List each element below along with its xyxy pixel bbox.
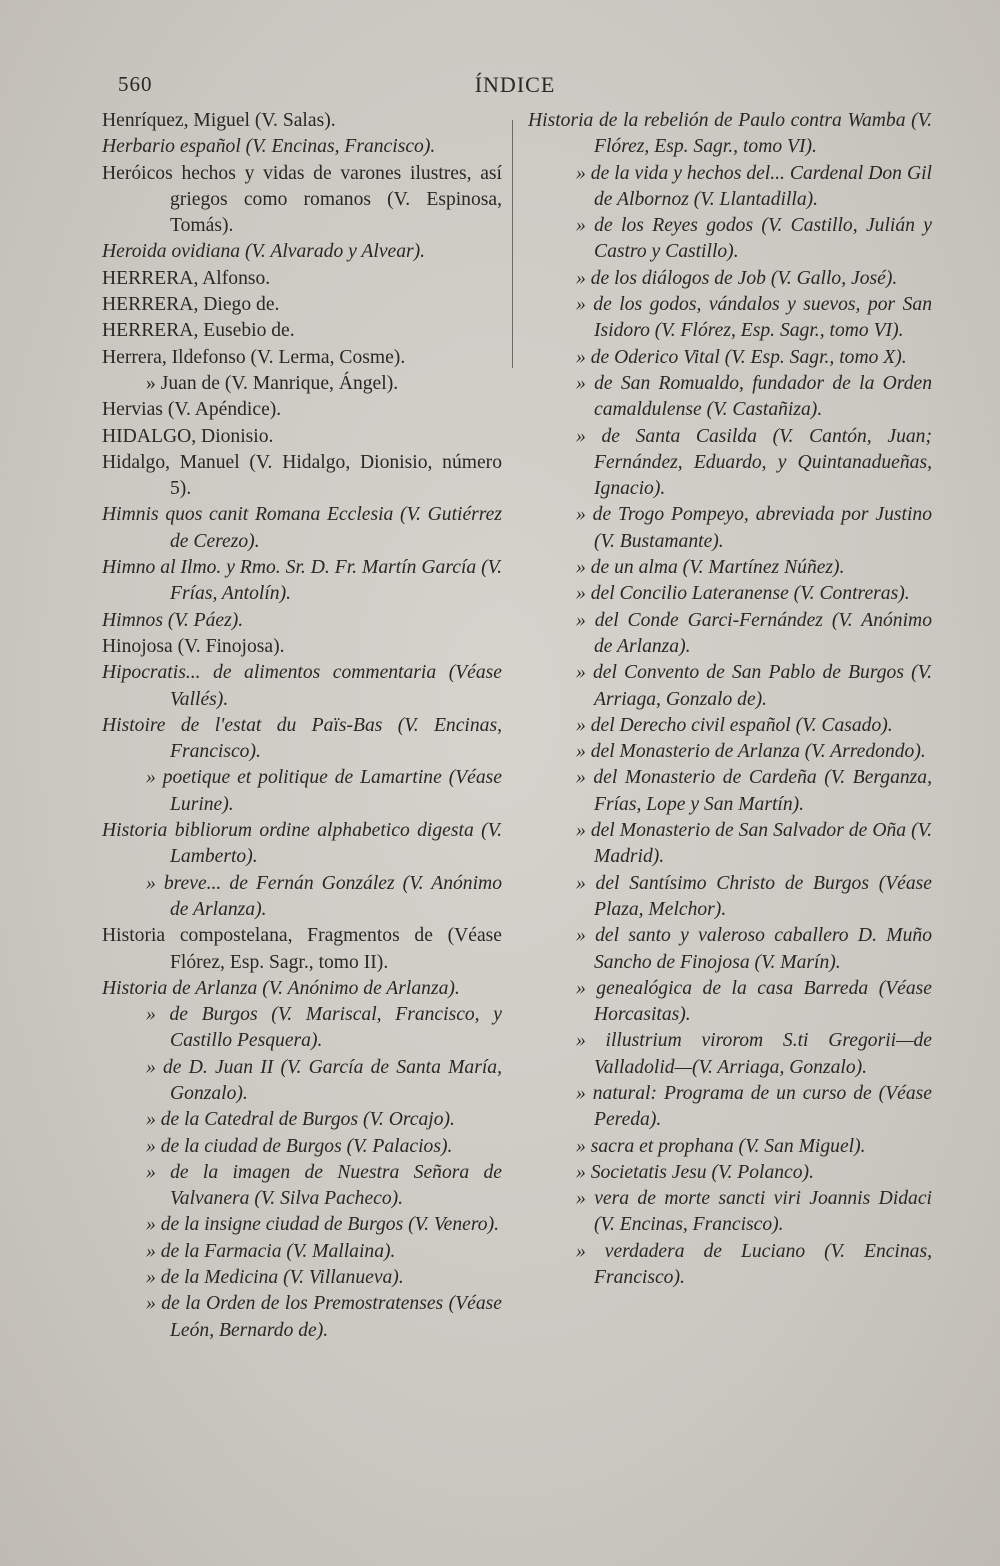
page-number: 560 xyxy=(118,72,153,96)
index-subentry: » poetique et politique de Lamartine (Véase Lurine). xyxy=(146,767,502,815)
column-rule xyxy=(512,120,513,368)
index-entry: Histoire de l'estat du Païs-Bas (V. Encinas, Francisco). xyxy=(102,714,502,763)
index-entry: Himno al Ilmo. y Rmo. Sr. D. Fr. Martín García (V. Frías, Antolín). xyxy=(102,557,502,605)
index-subentry: » de Trogo Pompeyo, abreviada por Justino (V. Bustamante). xyxy=(576,504,932,552)
index-subentry: » de los godos, vándalos y suevos, por San Isidoro (V. Flórez, Esp. Sagr., tomo VI). xyxy=(576,294,932,342)
index-entry: Hinojosa (V. Finojosa). xyxy=(102,635,285,657)
index-subentry: » de la Medicina (V. Villanueva). xyxy=(146,1267,404,1289)
index-subentry: » del Monasterio de San Salvador de Oña (V. Madrid). xyxy=(576,820,932,868)
index-entry: Historia bibliorum ordine alphabetico digesta (V. Lamberto). xyxy=(102,820,502,868)
index-subentry: » del Derecho civil español (V. Casado). xyxy=(576,714,893,736)
index-subentry: » Societatis Jesu (V. Polanco). xyxy=(576,1161,814,1183)
index-subentry: » de la Farmacia (V. Mallaina). xyxy=(146,1240,396,1262)
index-subentry: » del Convento de San Pablo de Burgos (V. Arriaga, Gonzalo de). xyxy=(576,662,932,710)
index-entry: Hipocratis... de alimentos commentaria (Véase Vallés). xyxy=(102,662,502,710)
index-entry: Himnis quos canit Romana Ecclesia (V. Gutiérrez de Cerezo). xyxy=(102,504,502,552)
index-entry: Himnos (V. Páez). xyxy=(102,609,244,631)
index-entry: Herbario español (V. Encinas, Francisco). xyxy=(102,136,436,158)
index-subentry: » del Concilio Lateranense (V. Contreras). xyxy=(576,583,910,605)
index-entry: Hidalgo, Manuel (V. Hidalgo, Dionisio, número 5). xyxy=(102,451,502,500)
index-subentry: » del santo y valeroso caballero D. Muño Sancho de Finojosa (V. Marín). xyxy=(576,925,932,973)
index-entry: Historia de la rebelión de Paulo contra Wamba (V. Flórez, Esp. Sagr., tomo VI). xyxy=(528,110,932,158)
index-subentry: » del Santísimo Christo de Burgos (Véase Plaza, Melchor). xyxy=(576,872,932,920)
index-subentry: » del Monasterio de Cardeña (V. Berganza, Frías, Lope y San Martín). xyxy=(576,767,932,815)
index-subentry: » genealógica de la casa Barreda (Véase Horcasitas). xyxy=(576,977,932,1026)
index-subentry: » breve... de Fernán González (V. Anónimo de Arlanza). xyxy=(146,872,502,920)
index-entry: Heroida ovidiana (V. Alvarado y Alvear). xyxy=(102,241,426,263)
index-subentry: » de los Reyes godos (V. Castillo, Julián y Castro y Castillo). xyxy=(576,215,932,263)
running-head: ÍNDICE xyxy=(474,72,556,97)
index-entry: Hervias (V. Apéndice). xyxy=(102,399,282,421)
index-subentry: » de Oderico Vital (V. Esp. Sagr., tomo X). xyxy=(576,346,907,368)
index-subentry: » de los diálogos de Job (V. Gallo, José). xyxy=(576,267,898,289)
index-entry-author: HERRERA, Diego de. xyxy=(102,294,280,316)
index-entry: Historia de Arlanza (V. Anónimo de Arlanza). xyxy=(102,977,460,999)
index-entry-author: HIDALGO, Dionisio. xyxy=(102,425,274,447)
index-subentry: » de la insigne ciudad de Burgos (V. Venero). xyxy=(146,1214,499,1236)
index-subentry: » de D. Juan II (V. García de Santa María, Gonzalo). xyxy=(146,1056,502,1104)
right-column xyxy=(528,108,932,1291)
index-subentry: » Juan de (V. Manrique, Ángel). xyxy=(146,372,399,394)
index-entry: Herrera, Ildefonso (V. Lerma, Cosme). xyxy=(102,346,406,368)
index-subentry: » verdadera de Luciano (V. Encinas, Francisco). xyxy=(576,1240,932,1289)
index-subentry: » de la imagen de Nuestra Señora de Valvanera (V. Silva Pacheco). xyxy=(146,1161,502,1210)
index-subentry: » de San Romualdo, fundador de la Orden camaldulense (V. Castañiza). xyxy=(576,372,932,421)
index-subentry: » de Santa Casilda (V. Cantón, Juan; Fernández, Eduardo, y Quintanadueñas, Ignacio). xyxy=(576,425,932,500)
index-subentry: » illustrium virorom S.ti Gregorii—de Valladolid—(V. Arriaga, Gonzalo). xyxy=(576,1030,932,1078)
index-subentry: » natural: Programa de un curso de (Véase Pereda). xyxy=(576,1082,932,1131)
index-subentry: » de un alma (V. Martínez Núñez). xyxy=(576,557,845,579)
index-subentry: » de la Orden de los Premostratenses (Véase León, Bernardo de). xyxy=(146,1293,502,1341)
index-subentry: » vera de morte sancti viri Joannis Didaci (V. Encinas, Francisco). xyxy=(576,1188,932,1236)
index-entry: Heróicos hechos y vidas de varones ilustres, así griegos como romanos (V. Espinosa, Tomás). xyxy=(102,162,502,237)
left-column xyxy=(102,108,502,1344)
index-subentry: » de la ciudad de Burgos (V. Palacios). xyxy=(146,1135,453,1157)
index-subentry: » de la vida y hechos del... Cardenal Don Gil de Albornoz (V. Llantadilla). xyxy=(576,162,932,210)
index-entry-author: HERRERA, Alfonso. xyxy=(102,267,271,289)
index-subentry: » sacra et prophana (V. San Miguel). xyxy=(576,1135,866,1157)
index-subentry: » del Monasterio de Arlanza (V. Arredondo). xyxy=(576,741,926,763)
index-entry-author: HERRERA, Eusebio de. xyxy=(102,320,295,342)
index-entry: Henríquez, Miguel (V. Salas). xyxy=(102,110,336,131)
index-subentry: » de la Catedral de Burgos (V. Orcajo). xyxy=(146,1109,455,1131)
index-entry: Historia compostelana, Fragmentos de (Véase Flórez, Esp. Sagr., tomo II). xyxy=(102,925,502,973)
index-subentry: » de Burgos (V. Mariscal, Francisco, y Castillo Pesquera). xyxy=(146,1004,502,1052)
index-subentry: » del Conde Garci-Fernández (V. Anónimo de Arlanza). xyxy=(576,609,932,657)
